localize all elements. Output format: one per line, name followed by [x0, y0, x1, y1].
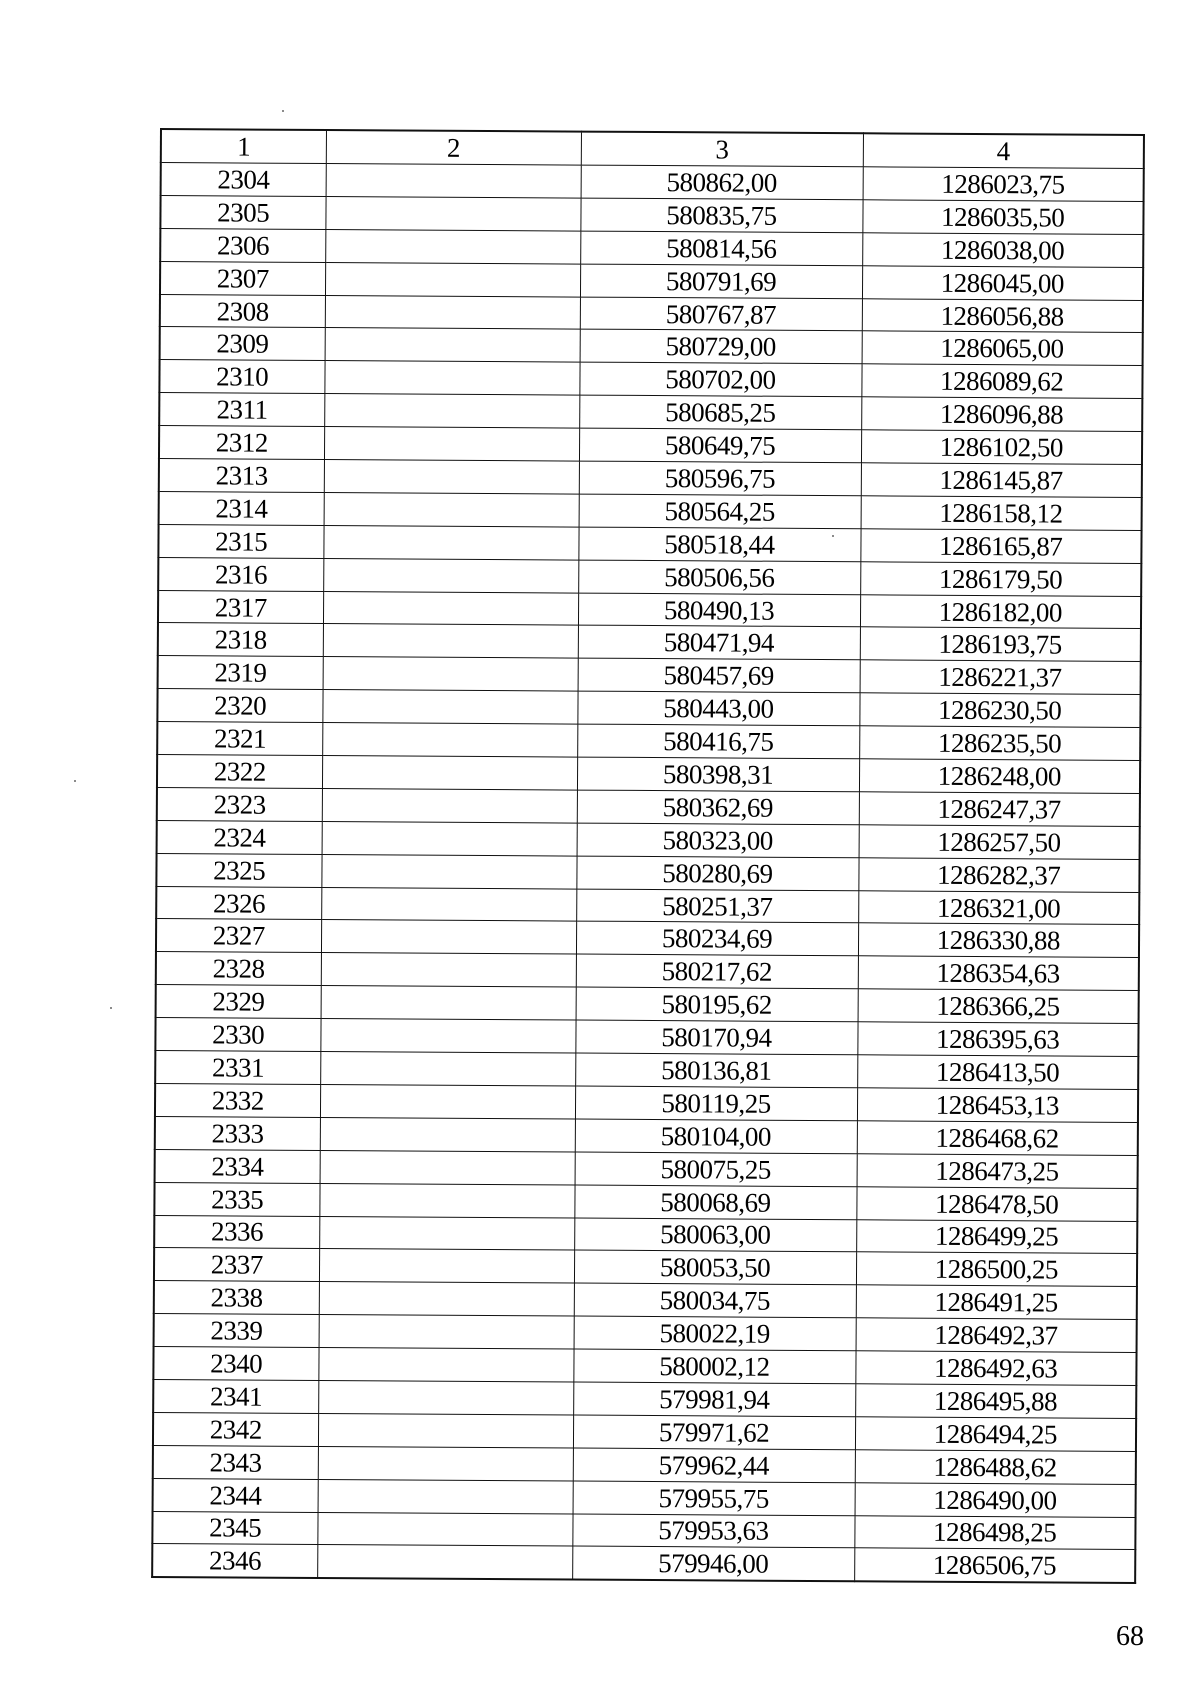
point-number-cell: 2310 [159, 360, 324, 394]
y-coordinate-cell: 1286182,00 [860, 594, 1141, 629]
description-cell [324, 427, 579, 461]
column-header-3: 3 [581, 132, 863, 167]
x-coordinate-cell: 580814,56 [580, 231, 862, 266]
y-coordinate-cell: 1286282,37 [858, 857, 1139, 892]
column-header-1: 1 [161, 129, 326, 164]
point-number-cell: 2324 [157, 820, 322, 854]
point-number-cell: 2321 [157, 722, 322, 756]
x-coordinate-cell: 580034,75 [574, 1283, 856, 1318]
description-cell [324, 460, 579, 494]
table-body [152, 163, 1144, 1584]
y-coordinate-cell: 1286354,63 [858, 956, 1139, 991]
y-coordinate-cell: 1286056,88 [862, 298, 1143, 333]
y-coordinate-cell: 1286179,50 [860, 561, 1141, 596]
description-cell [322, 788, 577, 822]
y-coordinate-cell: 1286065,00 [862, 331, 1143, 366]
x-coordinate-cell: 580471,94 [578, 626, 860, 661]
x-coordinate-cell: 580835,75 [580, 198, 862, 233]
x-coordinate-cell: 580217,62 [576, 954, 858, 989]
point-number-cell: 2345 [152, 1511, 317, 1545]
x-coordinate-cell: 580022,19 [574, 1316, 856, 1351]
description-cell [318, 1446, 573, 1480]
y-coordinate-cell: 1286395,63 [857, 1022, 1138, 1057]
point-number-cell: 2315 [158, 524, 323, 558]
point-number-cell: 2343 [153, 1445, 318, 1479]
x-coordinate-cell: 580729,00 [580, 330, 862, 365]
column-header-4: 4 [863, 133, 1144, 168]
x-coordinate-cell: 580649,75 [579, 428, 861, 463]
x-coordinate-cell: 580862,00 [581, 165, 863, 200]
page-number: 68 [1116, 1621, 1144, 1652]
x-coordinate-cell: 580234,69 [576, 922, 858, 957]
y-coordinate-cell: 1286495,88 [855, 1384, 1136, 1419]
x-coordinate-cell: 580068,69 [574, 1185, 856, 1220]
y-coordinate-cell: 1286038,00 [862, 233, 1143, 268]
x-coordinate-cell: 580596,75 [579, 461, 861, 496]
y-coordinate-cell: 1286193,75 [860, 627, 1141, 662]
description-cell [322, 690, 577, 724]
y-coordinate-cell: 1286488,62 [855, 1450, 1136, 1485]
point-number-cell: 2319 [158, 656, 323, 690]
x-coordinate-cell: 580053,50 [574, 1250, 856, 1285]
y-coordinate-cell: 1286035,50 [862, 200, 1143, 235]
y-coordinate-cell: 1286248,00 [859, 759, 1140, 794]
point-number-cell: 2304 [161, 163, 326, 197]
y-coordinate-cell: 1286165,87 [860, 529, 1141, 564]
description-cell [325, 229, 580, 263]
point-number-cell: 2346 [152, 1544, 317, 1578]
description-cell [324, 492, 579, 526]
x-coordinate-cell: 580002,12 [573, 1349, 855, 1384]
point-number-cell: 2339 [154, 1314, 319, 1348]
x-coordinate-cell: 580063,00 [574, 1218, 856, 1253]
description-cell [323, 525, 578, 559]
description-cell [318, 1380, 573, 1414]
x-coordinate-cell: 580506,56 [578, 560, 860, 595]
description-cell [320, 1150, 575, 1184]
point-number-cell: 2336 [154, 1215, 319, 1249]
description-cell [321, 854, 576, 888]
table-row [152, 1544, 1135, 1583]
x-coordinate-cell: 580443,00 [577, 691, 859, 726]
y-coordinate-cell: 1286492,37 [856, 1318, 1137, 1353]
x-coordinate-cell: 580280,69 [576, 856, 858, 891]
point-number-cell: 2342 [153, 1412, 318, 1446]
y-coordinate-cell: 1286500,25 [856, 1252, 1137, 1287]
y-coordinate-cell: 1286247,37 [859, 792, 1140, 827]
x-coordinate-cell: 579962,44 [573, 1448, 855, 1483]
description-cell [317, 1512, 572, 1546]
point-number-cell: 2322 [157, 755, 322, 789]
point-number-cell: 2332 [155, 1083, 320, 1117]
y-coordinate-cell: 1286023,75 [863, 167, 1144, 202]
point-number-cell: 2327 [156, 919, 321, 953]
point-number-cell: 2329 [156, 985, 321, 1019]
point-number-cell: 2313 [159, 459, 324, 493]
point-number-cell: 2317 [158, 590, 323, 624]
x-coordinate-cell: 580457,69 [578, 658, 860, 693]
y-coordinate-cell: 1286413,50 [857, 1055, 1138, 1090]
description-cell [324, 361, 579, 395]
y-coordinate-cell: 1286491,25 [856, 1285, 1137, 1320]
x-coordinate-cell: 580791,69 [580, 264, 862, 299]
description-cell [321, 953, 576, 987]
y-coordinate-cell: 1286257,50 [859, 825, 1140, 860]
y-coordinate-cell: 1286366,25 [858, 989, 1139, 1024]
description-cell [323, 558, 578, 592]
scan-speck [110, 1007, 112, 1009]
y-coordinate-cell: 1286498,25 [854, 1515, 1135, 1550]
x-coordinate-cell: 580416,75 [577, 724, 859, 759]
y-coordinate-cell: 1286492,63 [855, 1351, 1136, 1386]
description-cell [326, 164, 581, 198]
description-cell [318, 1413, 573, 1447]
description-cell [321, 887, 576, 921]
point-number-cell: 2333 [155, 1116, 320, 1150]
point-number-cell: 2307 [160, 261, 325, 295]
point-number-cell: 2331 [155, 1051, 320, 1085]
x-coordinate-cell: 580104,00 [575, 1119, 857, 1154]
point-number-cell: 2344 [153, 1478, 318, 1512]
point-number-cell: 2309 [160, 327, 325, 361]
y-coordinate-cell: 1286321,00 [858, 890, 1139, 925]
x-coordinate-cell: 580323,00 [577, 823, 859, 858]
y-coordinate-cell: 1286494,25 [855, 1417, 1136, 1452]
x-coordinate-cell: 579946,00 [572, 1546, 854, 1581]
point-number-cell: 2318 [158, 623, 323, 657]
description-cell [322, 756, 577, 790]
x-coordinate-cell: 580702,00 [579, 362, 861, 397]
x-coordinate-cell: 580119,25 [575, 1086, 857, 1121]
description-cell [324, 394, 579, 428]
description-cell [325, 262, 580, 296]
point-number-cell: 2340 [153, 1347, 318, 1381]
y-coordinate-cell: 1286499,25 [856, 1219, 1137, 1254]
coordinates-table [151, 128, 1145, 1584]
column-header-2: 2 [326, 130, 581, 165]
description-cell [318, 1348, 573, 1382]
description-cell [323, 624, 578, 658]
point-number-cell: 2341 [153, 1379, 318, 1413]
y-coordinate-cell: 1286089,62 [861, 364, 1142, 399]
scan-speck [282, 110, 284, 112]
description-cell [320, 1117, 575, 1151]
description-cell [319, 1315, 574, 1349]
x-coordinate-cell: 580075,25 [575, 1152, 857, 1187]
point-number-cell: 2308 [160, 294, 325, 328]
x-coordinate-cell: 580685,25 [579, 395, 861, 430]
x-coordinate-cell: 580564,25 [579, 494, 861, 529]
y-coordinate-cell: 1286490,00 [855, 1482, 1136, 1517]
description-cell [323, 657, 578, 691]
point-number-cell: 2316 [158, 557, 323, 591]
y-coordinate-cell: 1286145,87 [861, 463, 1142, 498]
description-cell [321, 986, 576, 1020]
description-cell [325, 295, 580, 329]
point-number-cell: 2335 [154, 1182, 319, 1216]
description-cell [320, 1019, 575, 1053]
y-coordinate-cell: 1286102,50 [861, 430, 1142, 465]
y-coordinate-cell: 1286453,13 [857, 1088, 1138, 1123]
y-coordinate-cell: 1286330,88 [858, 923, 1139, 958]
description-cell [317, 1545, 572, 1580]
point-number-cell: 2314 [159, 491, 324, 525]
point-number-cell: 2320 [157, 689, 322, 723]
point-number-cell: 2338 [154, 1281, 319, 1315]
scan-speck [74, 780, 76, 782]
point-number-cell: 2306 [160, 228, 325, 262]
point-number-cell: 2312 [159, 426, 324, 460]
y-coordinate-cell: 1286158,12 [861, 496, 1142, 531]
point-number-cell: 2337 [154, 1248, 319, 1282]
y-coordinate-cell: 1286045,00 [862, 265, 1143, 300]
point-number-cell: 2330 [155, 1018, 320, 1052]
point-number-cell: 2325 [156, 853, 321, 887]
description-cell [318, 1479, 573, 1513]
point-number-cell: 2334 [155, 1149, 320, 1183]
description-cell [325, 196, 580, 230]
x-coordinate-cell: 580398,31 [577, 757, 859, 792]
x-coordinate-cell: 580251,37 [576, 889, 858, 924]
x-coordinate-cell: 580170,94 [575, 1020, 857, 1055]
x-coordinate-cell: 579971,62 [573, 1415, 855, 1450]
y-coordinate-cell: 1286478,50 [856, 1186, 1137, 1221]
y-coordinate-cell: 1286473,25 [857, 1153, 1138, 1188]
x-coordinate-cell: 580518,44 [578, 527, 860, 562]
description-cell [319, 1216, 574, 1250]
y-coordinate-cell: 1286468,62 [857, 1121, 1138, 1156]
point-number-cell: 2305 [160, 195, 325, 229]
point-number-cell: 2323 [157, 787, 322, 821]
y-coordinate-cell: 1286096,88 [861, 397, 1142, 432]
point-number-cell: 2328 [156, 952, 321, 986]
x-coordinate-cell: 579955,75 [573, 1481, 855, 1516]
y-coordinate-cell: 1286230,50 [859, 693, 1140, 728]
x-coordinate-cell: 580362,69 [577, 790, 859, 825]
description-cell [322, 723, 577, 757]
description-cell [322, 821, 577, 855]
point-number-cell: 2311 [159, 393, 324, 427]
x-coordinate-cell: 580767,87 [580, 297, 862, 332]
description-cell [320, 1084, 575, 1118]
description-cell [323, 591, 578, 625]
x-coordinate-cell: 580490,13 [578, 593, 860, 628]
description-cell [319, 1249, 574, 1283]
y-coordinate-cell: 1286235,50 [859, 726, 1140, 761]
x-coordinate-cell: 579981,94 [573, 1382, 855, 1417]
point-number-cell: 2326 [156, 886, 321, 920]
description-cell [320, 1052, 575, 1086]
description-cell [325, 328, 580, 362]
x-coordinate-cell: 580195,62 [576, 987, 858, 1022]
x-coordinate-cell: 579953,63 [572, 1514, 854, 1549]
description-cell [319, 1183, 574, 1217]
x-coordinate-cell: 580136,81 [575, 1053, 857, 1088]
description-cell [319, 1282, 574, 1316]
description-cell [321, 920, 576, 954]
y-coordinate-cell: 1286221,37 [860, 660, 1141, 695]
y-coordinate-cell: 1286506,75 [854, 1548, 1135, 1583]
